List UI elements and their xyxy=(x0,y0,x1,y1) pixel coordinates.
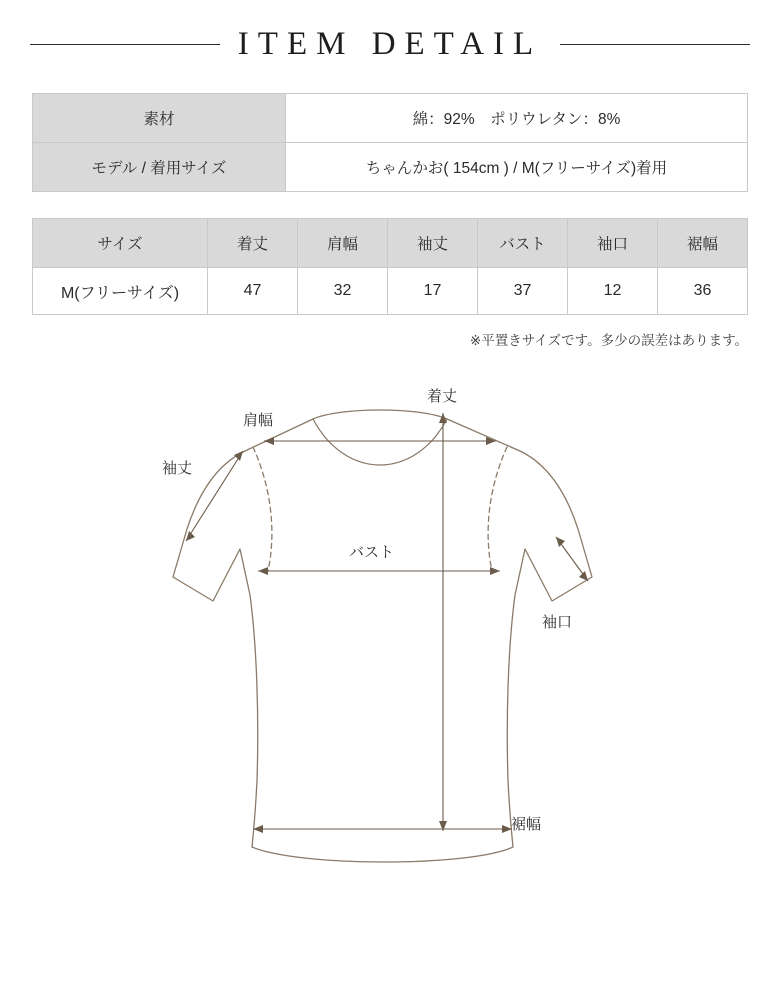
left-armhole-seam xyxy=(253,447,272,571)
page-title: ITEM DETAIL xyxy=(237,26,543,62)
size-header-hem: 裾幅 xyxy=(658,219,748,268)
size-header-shoulder: 肩幅 xyxy=(298,219,388,268)
header-rule-right xyxy=(560,44,750,45)
size-cell-length: 47 xyxy=(208,268,298,315)
cuff-arrow-head-top xyxy=(556,537,565,547)
spec-label-model: モデル / 着用サイズ xyxy=(33,143,286,192)
label-shoulder-width: 肩幅 xyxy=(243,412,274,429)
header-rule-left xyxy=(30,44,220,45)
size-cell-bust: 37 xyxy=(478,268,568,315)
size-table-wrap xyxy=(32,218,748,315)
size-header-cuff: 袖口 xyxy=(568,219,658,268)
size-cell-size: M(フリーサイズ) xyxy=(33,268,208,315)
label-sleeve-length: 袖丈 xyxy=(162,460,193,477)
table-header-row xyxy=(33,219,748,268)
garment-outline-svg xyxy=(0,389,780,949)
label-cuff: 袖口 xyxy=(542,614,573,631)
size-header-sleeve: 袖丈 xyxy=(388,219,478,268)
label-garment-length: 着丈 xyxy=(427,388,458,405)
size-cell-cuff: 12 xyxy=(568,268,658,315)
shirt-outline xyxy=(173,410,592,862)
size-cell-hem: 36 xyxy=(658,268,748,315)
spec-value-model: ちゃんかお( 154cm ) / M(フリーサイズ)着用 xyxy=(286,143,748,192)
garment-measurement-diagram xyxy=(0,389,780,949)
size-table xyxy=(32,218,748,315)
label-hem-width: 裾幅 xyxy=(511,816,542,833)
size-header-size: サイズ xyxy=(33,219,208,268)
size-cell-sleeve: 17 xyxy=(388,268,478,315)
bust-arrow-head-right xyxy=(490,567,500,575)
right-armhole-seam xyxy=(488,447,507,571)
label-bust: バスト xyxy=(349,544,395,561)
size-note: ※平置きサイズです。多少の誤差はあります。 xyxy=(469,333,748,348)
sleeve-arrow-head-bottom xyxy=(186,531,195,541)
size-header-length: 着丈 xyxy=(208,219,298,268)
spec-label-material: 素材 xyxy=(33,94,286,143)
shoulder-arrow-head-left xyxy=(264,437,274,445)
size-cell-shoulder: 32 xyxy=(298,268,388,315)
size-header-bust: バスト xyxy=(478,219,568,268)
measurement-arrows xyxy=(186,413,588,833)
spec-table-wrap xyxy=(32,93,748,192)
neckline xyxy=(313,419,447,465)
spec-table xyxy=(32,93,748,192)
spec-value-material: 綿：92% ポリウレタン：8% xyxy=(286,94,748,143)
sleeve-arrow-head-top xyxy=(234,451,243,461)
sleeve-arrow-line xyxy=(186,451,243,541)
table-row xyxy=(33,94,748,143)
bust-arrow-head-left xyxy=(258,567,268,575)
table-row xyxy=(33,143,748,192)
cuff-arrow-head-bottom xyxy=(579,571,588,581)
table-row xyxy=(33,268,748,315)
page-header xyxy=(0,0,780,71)
